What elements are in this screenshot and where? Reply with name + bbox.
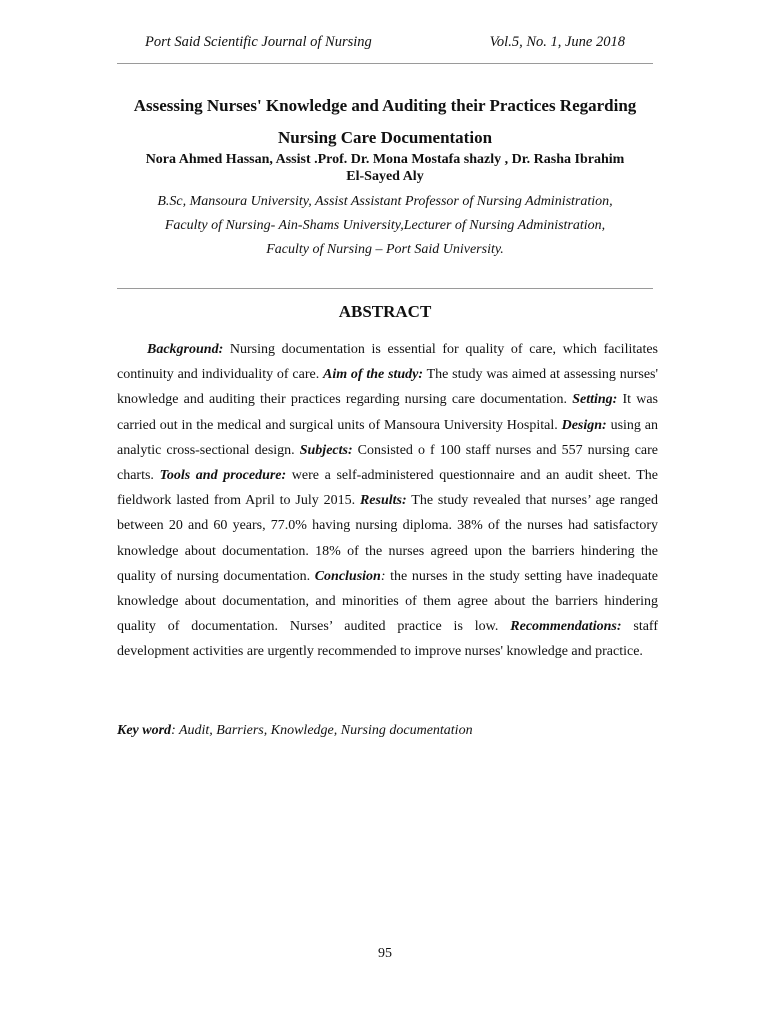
article-title — [100, 90, 670, 154]
aim-label: Aim of the study: — [323, 367, 424, 383]
affiliations — [100, 190, 670, 262]
setting-label: Setting: — [572, 392, 618, 408]
authors-line-1: Nora Ahmed Hassan, Assist .Prof. Dr. Mona Mostafa shazly , Dr. Rasha Ibrahim — [145, 152, 625, 167]
recommendations-text: staff development activities are urgently recommended to improve nurses' knowledge and practice. — [117, 619, 659, 660]
background-text: Nursing documentation is essential for quality of care, which facilitates continuity and individuality of care. — [117, 342, 658, 383]
background-label: Background: — [147, 342, 224, 357]
abstract-divider — [117, 288, 653, 289]
keywords-label: Key word — [117, 723, 172, 738]
keywords-text: : Audit, Barriers, Knowledge, Nursing documentation — [171, 723, 473, 738]
conclusion-text: the nurses in the study setting have inadequate knowledge about documentation, and minorities of them agree about the barriers hindering quality of documentation. Nurses’ audited practice is low. — [117, 568, 659, 635]
page-number: 95 — [378, 946, 392, 961]
affiliation-line-2: Faculty of Nursing- Ain-Shams University,Lecturer of Nursing Administration, — [164, 218, 606, 233]
affiliation-line-3: Faculty of Nursing – Port Said University. — [266, 242, 504, 257]
authors-line-2: El-Sayed Aly — [346, 169, 424, 184]
design-text: using an analytic cross-sectional design. — [117, 417, 658, 458]
title-line-2: Nursing Care Documentation — [277, 128, 493, 147]
abstract-body — [117, 337, 658, 665]
author-list — [100, 151, 670, 185]
abstract-heading: ABSTRACT — [338, 302, 432, 321]
tools-text: were a self-administered questionnaire and an audit sheet. The fieldwork lasted from April to July 2015. — [117, 468, 658, 509]
header-divider — [117, 63, 653, 64]
results-text: The study revealed that nurses’ age ranged between 20 and 60 years, 77.0% having nursing diploma. 38% of the nurses had satisfactory knowledge about documentation. 18% of the nurses agreed upon the barriers hindering the quality of nursing documentation. — [117, 493, 658, 584]
keywords — [117, 723, 658, 739]
running-header — [117, 34, 653, 51]
setting-text: It was carried out in the medical and surgical units of Mansoura University Hospital. — [117, 392, 658, 433]
journal-name: Port Said Scientific Journal of Nursing — [145, 34, 372, 50]
conclusion-label: Conclusion — [314, 568, 381, 584]
design-label: Design: — [561, 417, 607, 433]
aim-text: The study was aimed at assessing nurses' knowledge and auditing their practices regarding nursing care documentation. — [117, 367, 659, 408]
results-label: Results: — [359, 493, 407, 509]
tools-label: Tools and procedure: — [159, 468, 287, 484]
conclusion-colon: : — [380, 568, 386, 584]
journal-volume: Vol.5, No. 1, June 2018 — [489, 34, 625, 50]
subjects-text: Consisted o f 100 staff nurses and 557 nursing care charts. — [117, 442, 658, 484]
recommendations-label: Recommendations: — [510, 619, 622, 635]
subjects-label: Subjects: — [299, 442, 353, 458]
title-line-1: Assessing Nurses' Knowledge and Auditing their Practices Regarding — [133, 96, 637, 115]
affiliation-line-1: B.Sc, Mansoura University, Assist Assistant Professor of Nursing Administration, — [157, 194, 613, 209]
